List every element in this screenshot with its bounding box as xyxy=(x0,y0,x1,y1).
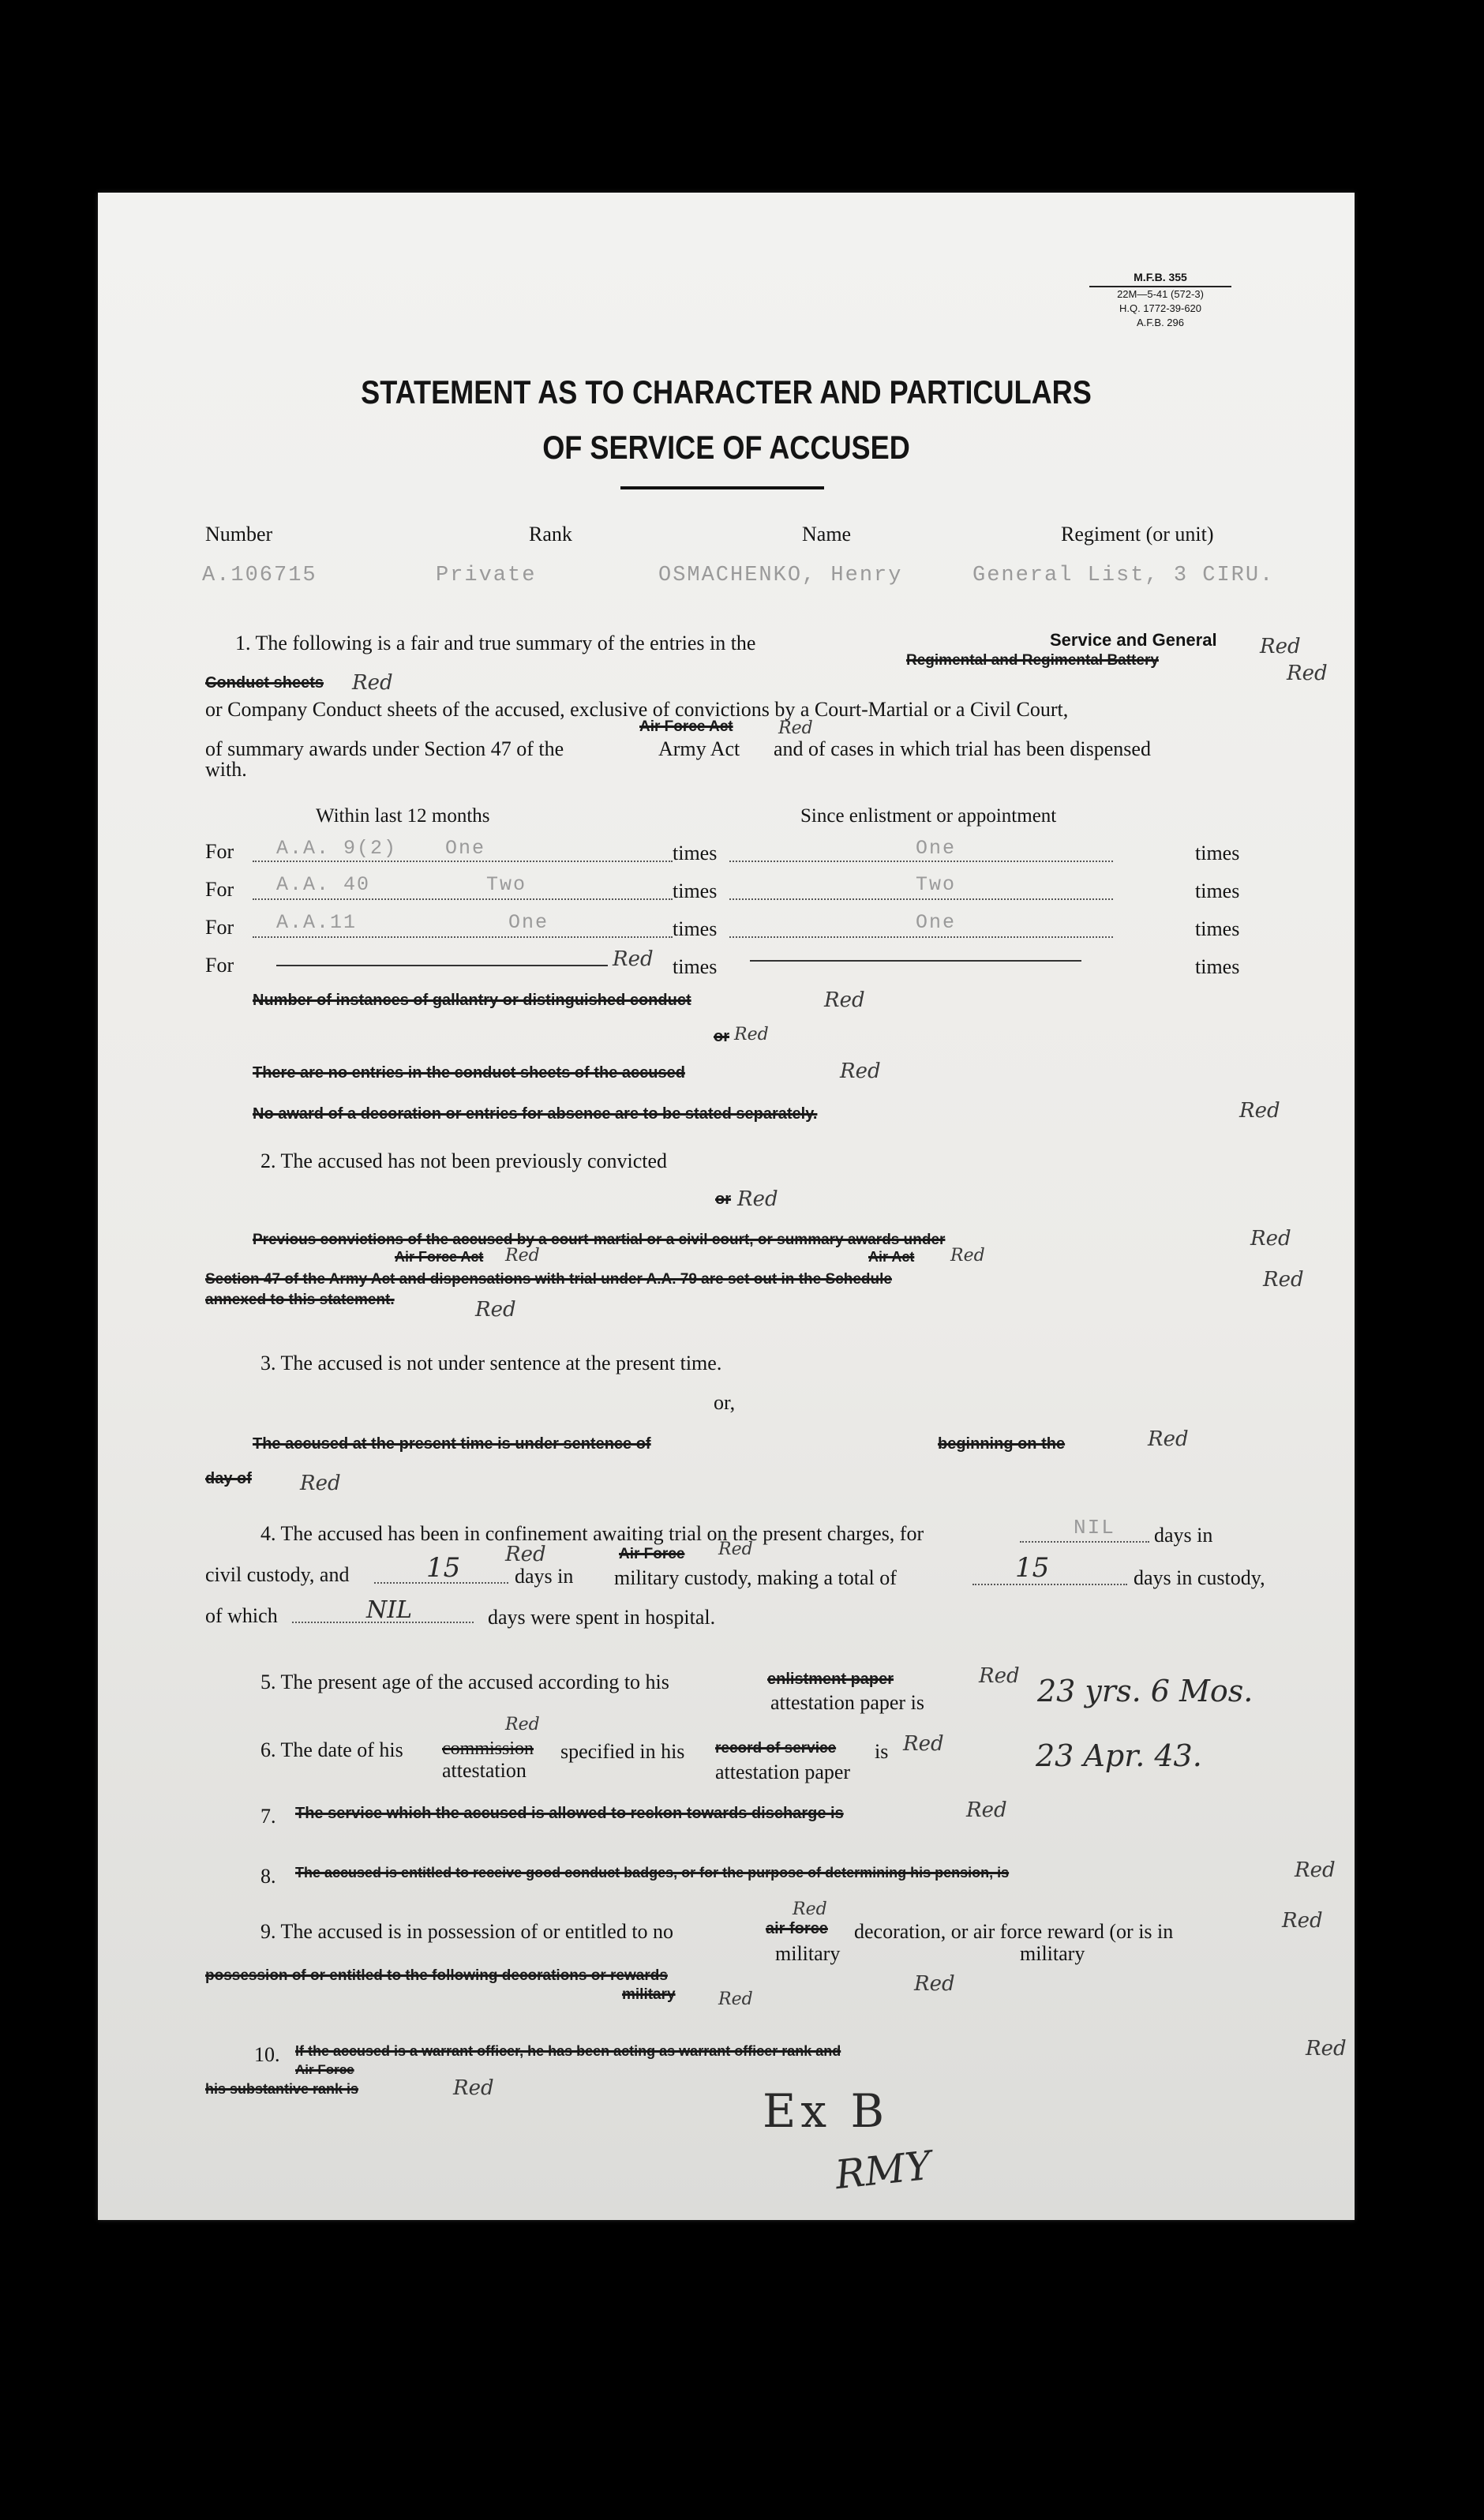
section9-struck-military: military xyxy=(622,1986,676,2003)
section2-struck-previous: Previous convictions of the accused by a court-martial or a civil court, or summary awards under xyxy=(253,1232,946,1248)
title-line-1: STATEMENT AS TO CHARACTER AND PARTICULARS xyxy=(361,373,1092,411)
handwritten-red: Red xyxy=(737,1187,778,1211)
times-label: times xyxy=(1195,879,1240,902)
section8-num: 8. xyxy=(260,1865,276,1888)
military-custody-days: 15 xyxy=(426,1552,461,1584)
section4-line2-d: days in custody, xyxy=(1134,1566,1265,1589)
times-label: times xyxy=(1195,955,1240,978)
form-code-line: 22M—5-41 (572-3) xyxy=(1089,286,1231,302)
section3-struck-day-of: day of xyxy=(205,1470,252,1487)
dotted-line xyxy=(1020,1541,1149,1543)
form-code-line: H.Q. 1772-39-620 xyxy=(1119,302,1202,314)
offence-code: A.A. 9(2) xyxy=(276,837,398,860)
form-code-line: M.F.B. 355 xyxy=(1134,271,1187,283)
total-custody-days: 15 xyxy=(1015,1552,1050,1584)
section2-struck-airforce: Air Force Act xyxy=(395,1249,484,1265)
section1-or: or xyxy=(714,1028,729,1045)
section6-attestation-paper: attestation paper xyxy=(715,1761,851,1783)
handwritten-red: Red xyxy=(475,1298,516,1322)
hospital-days: NIL xyxy=(366,1596,413,1624)
section4-line2-a: civil custody, and xyxy=(205,1563,350,1586)
section6-attestation: attestation xyxy=(442,1759,527,1782)
header-regiment: Regiment (or unit) xyxy=(1061,523,1214,546)
section6-b: specified in his xyxy=(560,1740,685,1763)
section1-line4-end: and of cases in which trial has been dispensed xyxy=(774,737,1151,760)
title-line-2: OF SERVICE OF ACCUSED xyxy=(542,429,910,466)
section1-struck-conduct: Conduct sheets xyxy=(205,674,324,692)
handwritten-red: Red xyxy=(505,1543,546,1566)
form-code xyxy=(1089,270,1231,330)
accused-name: OSMACHENKO, Henry xyxy=(658,564,903,587)
handwritten-red: Red xyxy=(734,1025,769,1044)
accused-number: A.106715 xyxy=(202,564,317,587)
section6-c: is xyxy=(875,1740,889,1763)
dotted-line xyxy=(253,861,673,862)
handwritten-red: Red xyxy=(505,1715,540,1734)
section1-struck-note: No award of a decoration or entries for absence are to be stated separately. xyxy=(253,1105,818,1123)
times-label: times xyxy=(673,955,718,978)
handwritten-red: Red xyxy=(1295,1858,1336,1882)
section1-struck-gallantry: Number of instances of gallantry or distinguished conduct xyxy=(253,992,691,1009)
section2-struck-air-act: Air Act xyxy=(868,1249,915,1265)
for-label: For xyxy=(205,878,234,901)
section5-struck-enlistment: enlistment paper xyxy=(767,1671,894,1688)
offence-code: A.A. 40 xyxy=(276,873,371,896)
accused-regiment: General List, 3 CIRU. xyxy=(972,564,1275,587)
section6-struck-commission: commission xyxy=(442,1738,534,1759)
civil-custody-days: NIL xyxy=(1074,1516,1115,1539)
section7-num: 7. xyxy=(260,1805,276,1828)
section10-struck-airforce: Air Force xyxy=(295,2062,354,2077)
dotted-line xyxy=(729,861,1113,862)
header-number: Number xyxy=(205,523,273,546)
times-label: times xyxy=(673,917,718,940)
handwritten-red: Red xyxy=(352,671,393,695)
offence-code: A.A.11 xyxy=(276,911,358,934)
for-label: For xyxy=(205,840,234,863)
dotted-line xyxy=(729,898,1113,900)
handwritten-red: Red xyxy=(613,947,654,971)
handwritten-red: Red xyxy=(1260,635,1301,658)
section9-struck-airforce: air force xyxy=(766,1920,828,1937)
section7-struck: The service which the accused is allowed to reckon towards discharge is xyxy=(295,1805,844,1822)
handwritten-red: Red xyxy=(1263,1268,1304,1292)
dotted-line xyxy=(729,936,1113,938)
page-title xyxy=(186,365,1266,475)
section10-struck: If the accused is a warrant officer, he has been acting as warrant officer rank and xyxy=(295,2043,841,2059)
strike-line xyxy=(750,960,1081,962)
section9-military-b: military xyxy=(1020,1942,1085,1965)
handwritten-red: Red xyxy=(824,988,865,1012)
times-label: times xyxy=(1195,917,1240,940)
handwritten-red: Red xyxy=(1306,2037,1347,2061)
handwritten-red: Red xyxy=(1287,662,1328,685)
attestation-date: 23 Apr. 43. xyxy=(1036,1738,1202,1773)
handwritten-red: Red xyxy=(966,1798,1007,1822)
handwritten-red: Red xyxy=(778,718,813,738)
handwritten-red: Red xyxy=(453,2076,494,2100)
column-since-enlistment: Since enlistment or appointment xyxy=(800,805,1057,827)
section2-struck-annexed: annexed to this statement. xyxy=(205,1292,395,1308)
handwritten-red: Red xyxy=(1250,1227,1291,1251)
section9-struck-possession: possession of or entitled to the following decorations or rewards xyxy=(205,1967,668,1984)
for-label: For xyxy=(205,916,234,939)
section4-line2-c: military custody, making a total of xyxy=(614,1566,897,1589)
handwritten-red: Red xyxy=(1282,1909,1323,1933)
exhibit-mark: Ex B xyxy=(763,2084,890,2138)
times-label: times xyxy=(1195,842,1240,864)
handwritten-red: Red xyxy=(1239,1099,1280,1123)
section4-days-in: days in xyxy=(1154,1524,1213,1547)
section4-struck-airforce: Air Force xyxy=(619,1546,685,1562)
dotted-line xyxy=(972,1584,1127,1585)
offence-within: Two xyxy=(486,873,527,896)
section3-or: or, xyxy=(714,1391,736,1414)
section6-struck-record: record of service xyxy=(715,1740,837,1757)
section10-num: 10. xyxy=(254,2043,280,2066)
section5-line1: 5. The present age of the accused according to his xyxy=(260,1671,669,1693)
section1-line1: 1. The following is a fair and true summary of the entries in the xyxy=(235,632,756,654)
dotted-line xyxy=(253,898,673,900)
section4-line3-a: of which xyxy=(205,1604,278,1627)
times-label: times xyxy=(673,879,718,902)
section6-a: 6. The date of his xyxy=(260,1738,403,1761)
handwritten-red: Red xyxy=(718,1989,753,2009)
accused-rank: Private xyxy=(436,564,537,587)
section2-or: or xyxy=(715,1191,731,1208)
section9-line1-b: decoration, or air force reward (or is in xyxy=(854,1920,1174,1943)
handwritten-red: Red xyxy=(840,1059,881,1083)
section4-line1: 4. The accused has been in confinement awaiting trial on the present charges, for xyxy=(260,1522,924,1545)
section3-struck-beginning: beginning on the xyxy=(938,1435,1066,1453)
section2-struck-section47: Section 47 of the Army Act and dispensations with trial under A.A. 79 are set out in the Schedule xyxy=(205,1271,892,1288)
header-rank: Rank xyxy=(529,523,572,546)
section9-military-a: military xyxy=(775,1942,841,1965)
offence-within: One xyxy=(445,837,486,860)
section3-line1: 3. The accused is not under sentence at the present time. xyxy=(260,1352,722,1374)
handwritten-red: Red xyxy=(1148,1427,1189,1451)
handwritten-red: Red xyxy=(979,1664,1020,1688)
offence-within: One xyxy=(508,911,549,934)
form-code-line: A.F.B. 296 xyxy=(1137,317,1184,328)
offence-since: One xyxy=(916,837,957,860)
section1-line4: of summary awards under Section 47 of the xyxy=(205,737,564,760)
times-label: times xyxy=(673,842,718,864)
for-label: For xyxy=(205,954,234,977)
section9-line1: 9. The accused is in possession of or entitled to no xyxy=(260,1920,674,1943)
dotted-line xyxy=(253,936,673,938)
section1-struck-regimental: Regimental and Regimental Battery xyxy=(906,652,1159,669)
handwritten-red: Red xyxy=(950,1246,985,1266)
strike-line xyxy=(276,965,608,966)
handwritten-red: Red xyxy=(300,1472,341,1495)
handwritten-red: Red xyxy=(505,1246,540,1266)
handwritten-red: Red xyxy=(718,1539,753,1559)
section5-attestation: attestation paper is xyxy=(770,1691,924,1714)
section1-service: Service and General xyxy=(1050,630,1217,650)
initials-mark: RMY xyxy=(833,2142,934,2199)
section4-line2-b: days in xyxy=(515,1565,574,1588)
form-page xyxy=(98,193,1355,2220)
offence-since: Two xyxy=(916,873,957,896)
section10-struck-rank: his substantive rank is xyxy=(205,2081,359,2097)
header-name: Name xyxy=(802,523,852,546)
offence-since: One xyxy=(916,911,957,934)
title-rule xyxy=(620,486,824,489)
section2-line1: 2. The accused has not been previously convicted xyxy=(260,1149,668,1172)
handwritten-red: Red xyxy=(914,1972,955,1996)
section8-struck: The accused is entitled to receive good conduct badges, or for the purpose of determining his pension, is xyxy=(295,1865,1010,1881)
handwritten-red: Red xyxy=(793,1899,827,1919)
section1-struck-no-entries: There are no entries in the conduct sheets of the accused xyxy=(253,1064,685,1082)
section1-struck-airforce: Air Force Act xyxy=(639,718,733,735)
column-within-12-months: Within last 12 months xyxy=(316,805,490,827)
section1-line5: with. xyxy=(205,758,247,781)
section1-line3: or Company Conduct sheets of the accused, exclusive of convictions by a Court-Martial or a Civil Court, xyxy=(205,698,1069,721)
section3-struck-sentence: The accused at the present time is under sentence of xyxy=(253,1435,651,1453)
section1-army-act: Army Act xyxy=(658,737,740,760)
accused-age: 23 yrs. 6 Mos. xyxy=(1037,1674,1254,1708)
section4-line3-b: days were spent in hospital. xyxy=(488,1606,716,1629)
handwritten-red: Red xyxy=(903,1732,944,1756)
